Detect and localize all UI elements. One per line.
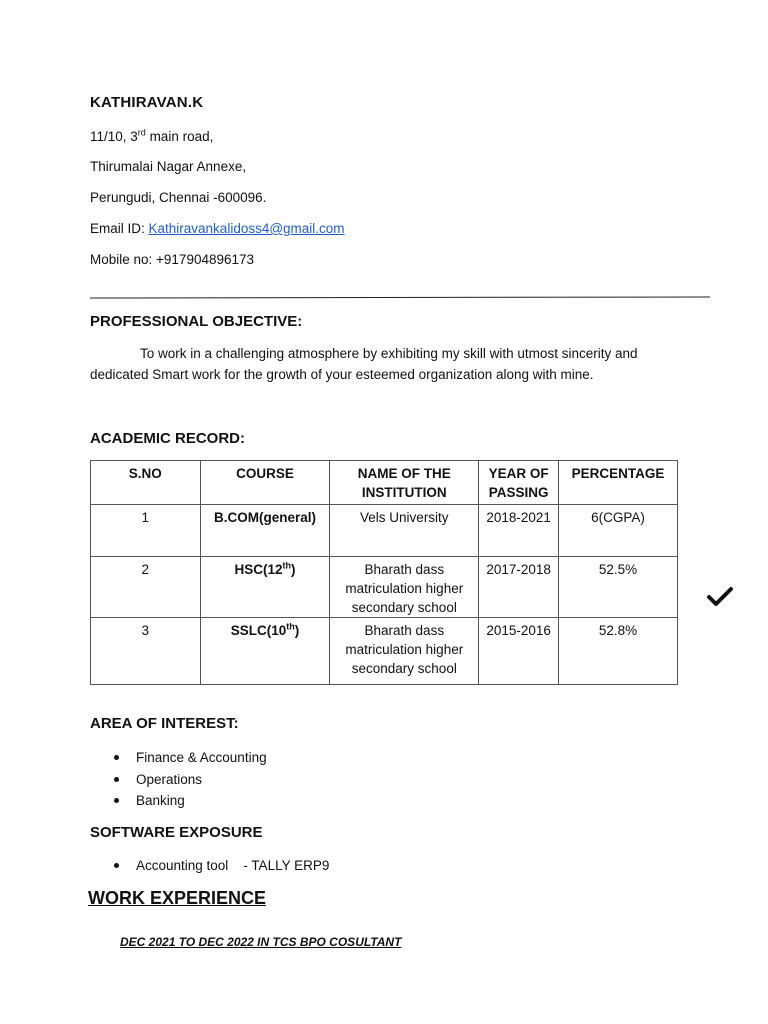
cell-year: 2015-2016 xyxy=(479,618,559,685)
address-line-3: Perungudi, Chennai -600096. xyxy=(90,190,267,205)
list-item xyxy=(90,747,267,769)
cell-course xyxy=(200,505,330,557)
software-list xyxy=(90,855,329,877)
interest-list xyxy=(90,747,267,812)
cell-sno: 1 xyxy=(91,505,201,557)
cell-institution: Bharath dass matriculation higher secondary school xyxy=(330,618,479,685)
cell-percentage: 52.8% xyxy=(559,618,678,685)
table-row xyxy=(91,618,678,685)
table-header-row xyxy=(91,461,678,505)
list-item xyxy=(90,769,267,791)
cell-percentage: 52.5% xyxy=(559,557,678,618)
list-item xyxy=(90,790,267,812)
address-prefix: 11/10, 3 xyxy=(90,129,138,144)
cell-percentage: 6(CGPA) xyxy=(559,505,678,557)
cell-institution: Vels University xyxy=(330,505,479,557)
work-entry: DEC 2021 TO DEC 2022 IN TCS BPO COSULTANT xyxy=(120,935,402,949)
academic-heading: ACADEMIC RECORD: xyxy=(90,430,245,447)
objective-text xyxy=(90,344,670,385)
course-end: ) xyxy=(291,562,296,577)
course-sup: th xyxy=(282,560,292,571)
email-label: Email ID: xyxy=(90,221,149,236)
column-header-percentage: PERCENTAGE xyxy=(559,461,678,505)
software-text: Accounting tool - TALLY ERP9 xyxy=(136,858,330,873)
bullet-icon xyxy=(114,798,119,803)
course-text: SSLC(10 xyxy=(230,623,287,638)
interest-text: Banking xyxy=(136,793,185,808)
course-sup: th xyxy=(286,621,295,632)
bullet-icon xyxy=(114,755,119,760)
cell-year: 2018-2021 xyxy=(479,505,559,557)
bullet-icon xyxy=(114,777,119,782)
table-row xyxy=(91,505,678,557)
candidate-name: KATHIRAVAN.K xyxy=(90,94,204,111)
mobile-number: Mobile no: +917904896173 xyxy=(90,252,255,267)
email-link[interactable]: Kathiravankalidoss4@gmail.com xyxy=(148,221,345,236)
checkmark-icon xyxy=(705,582,735,612)
objective-heading: PROFESSIONAL OBJECTIVE: xyxy=(90,313,303,330)
horizontal-divider xyxy=(90,296,710,298)
course-text: HSC(12 xyxy=(234,562,283,577)
table-row xyxy=(91,557,678,618)
address-suffix: main road, xyxy=(145,129,214,144)
cell-sno: 3 xyxy=(91,618,201,685)
column-header-course: COURSE xyxy=(200,461,330,505)
objective-body: To work in a challenging atmosphere by exhibiting my skill with utmost sincerity and dedicated Smart work for the growth of your esteemed organization along with mine. xyxy=(90,346,638,382)
course-text: B.COM(general) xyxy=(214,510,317,525)
email-row xyxy=(90,221,345,236)
cell-course xyxy=(200,618,330,685)
cell-course xyxy=(200,557,330,618)
cell-institution: Bharath dass matriculation higher secondary school xyxy=(330,557,479,618)
cell-year: 2017-2018 xyxy=(479,557,559,618)
address-sup: rd xyxy=(137,127,146,138)
course-end: ) xyxy=(294,623,300,638)
column-header-year: YEAR OF PASSING xyxy=(479,461,559,505)
address-line-1 xyxy=(90,129,213,144)
interest-text: Finance & Accounting xyxy=(136,750,267,765)
work-heading: WORK EXPERIENCE xyxy=(88,888,267,908)
column-header-institution: NAME OF THE INSTITUTION xyxy=(330,461,479,505)
interest-text: Operations xyxy=(136,771,203,787)
list-item xyxy=(90,855,329,877)
cell-sno: 2 xyxy=(91,557,201,618)
column-header-sno: S.NO xyxy=(91,461,201,505)
address-line-2: Thirumalai Nagar Annexe, xyxy=(90,159,247,174)
software-heading: SOFTWARE EXPOSURE xyxy=(90,824,263,841)
bullet-icon xyxy=(114,863,119,868)
interest-heading: AREA OF INTEREST: xyxy=(90,715,239,732)
academic-table xyxy=(90,460,678,685)
